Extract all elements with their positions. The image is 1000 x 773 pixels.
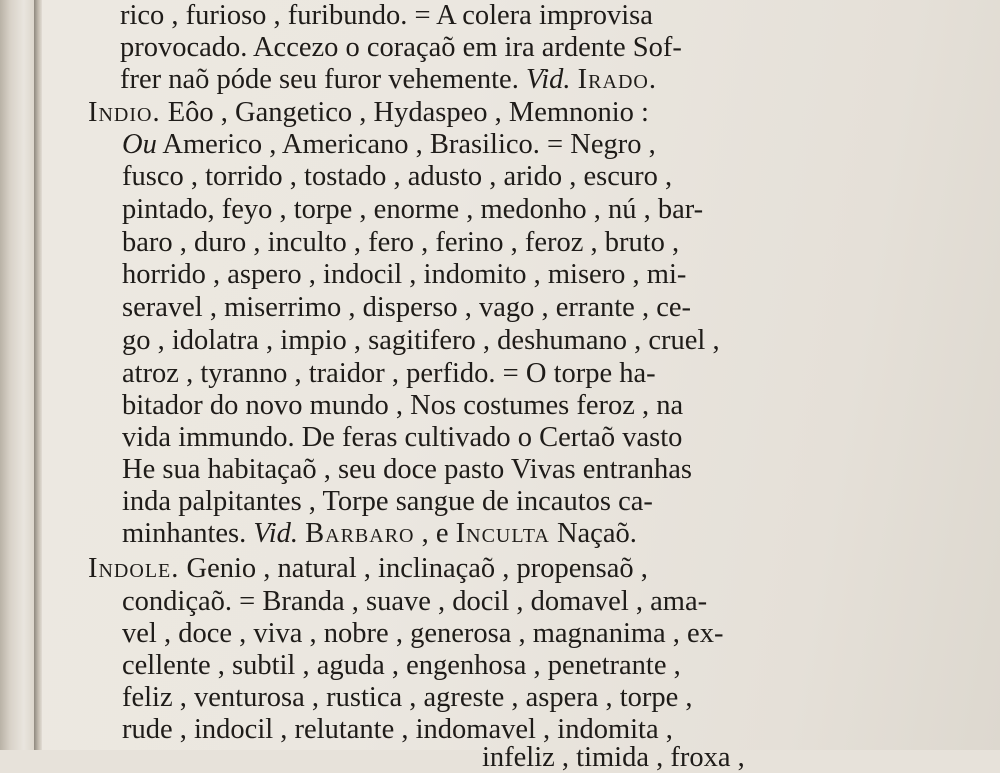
cross-reference: Inculta	[455, 518, 550, 549]
entry-headword: Indole.	[88, 553, 180, 584]
text-line: infeliz , timida , froxa ,	[482, 742, 745, 773]
text-line: horrido , aspero , indocil , indomito , misero , mi-	[122, 259, 687, 290]
text-line: vel , doce , viva , nobre , generosa , magnanima , ex-	[122, 618, 724, 649]
text-line: atroz , tyranno , traidor , perfido. = O torpe ha-	[122, 358, 656, 389]
entry-headword: Indio.	[88, 97, 161, 128]
cross-reference: Barbaro	[305, 518, 415, 549]
text-line: rico , furioso , furibundo. = A colera improvisa	[120, 0, 653, 31]
entry-line: Indole. Genio , natural , inclinaçaõ , propensaõ ,	[88, 553, 648, 584]
vid-reference: Vid.	[253, 518, 298, 549]
text-line: Ou Americo , Americano , Brasilico. = Negro ,	[122, 129, 656, 160]
text-line: pintado, feyo , torpe , enorme , medonho , nú , bar-	[122, 194, 704, 225]
page-text	[42, 0, 1000, 773]
text-line: vida immundo. De feras cultivado o Certaõ vasto	[122, 422, 683, 453]
text-line: feliz , venturosa , rustica , agreste , aspera , torpe ,	[122, 682, 693, 713]
text-line: go , idolatra , impio , sagitifero , deshumano , cruel ,	[122, 325, 720, 356]
text-line: condiçaõ. = Branda , suave , docil , domavel , ama-	[122, 586, 708, 617]
text-line: cellente , subtil , aguda , engenhosa , penetrante ,	[122, 650, 681, 681]
text-line: He sua habitaçaõ , seu doce pasto Vivas entranhas	[122, 454, 692, 485]
book-gutter	[34, 0, 42, 750]
text-line: provocado. Accezo o coraçaõ em ira ardente Sof-	[120, 32, 682, 63]
book-page	[42, 0, 1000, 773]
text-line: fusco , torrido , tostado , adusto , arido , escuro ,	[122, 161, 673, 192]
cross-reference: Irado.	[577, 64, 657, 95]
text-line: bitador do novo mundo , Nos costumes feroz , na	[122, 390, 684, 421]
text-line: inda palpitantes , Torpe sangue de incautos ca-	[122, 486, 653, 517]
text-line: baro , duro , inculto , fero , ferino , feroz , bruto ,	[122, 227, 680, 258]
text-line: minhantes. Vid. Barbaro , e Inculta Naçaõ.	[122, 518, 637, 549]
text-line: frer naõ póde seu furor vehemente. Vid. Irado.	[120, 64, 657, 95]
text-line: seravel , miserrimo , disperso , vago , errante , ce-	[122, 292, 691, 323]
text-line: rude , indocil , relutante , indomavel , indomita ,	[122, 714, 673, 745]
vid-reference: Vid.	[525, 64, 571, 95]
adjacent-page-edge	[0, 0, 34, 750]
entry-line: Indio. Eôo , Gangetico , Hydaspeo , Memnonio :	[88, 97, 649, 128]
